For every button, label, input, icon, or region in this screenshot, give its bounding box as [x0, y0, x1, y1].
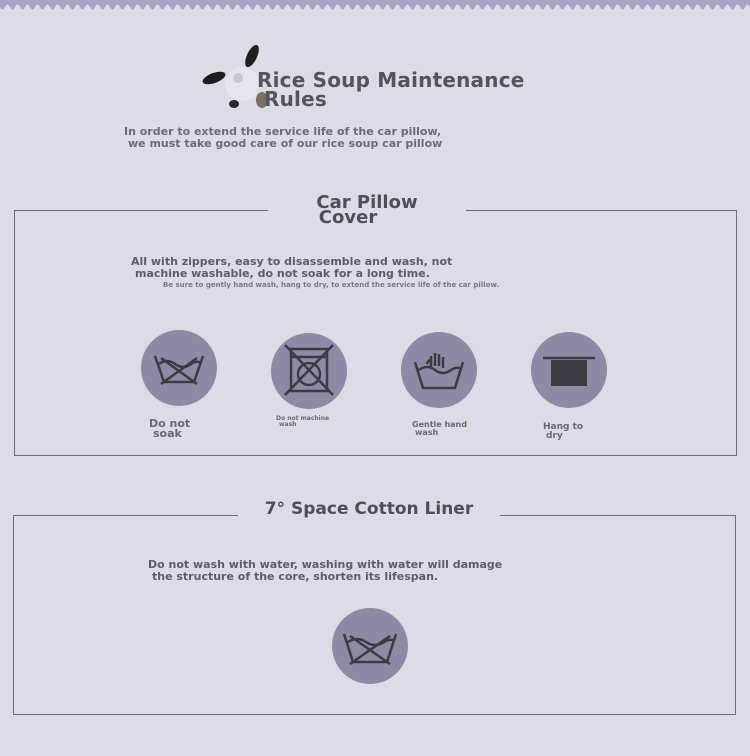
- cover-description: [131, 256, 452, 280]
- do-not-machine-wash-label: [276, 416, 329, 428]
- cover-desc-line2: machine washable, do not soak for a long time.: [135, 267, 430, 280]
- hang-to-dry-label-line2: dry: [546, 431, 563, 441]
- do-not-machine-wash-icon: [271, 333, 347, 409]
- hang-to-dry-icon: [531, 332, 607, 408]
- cover-section-title: [268, 192, 466, 229]
- cover-desc-line1: All with zippers, easy to disassemble and wash, not: [131, 255, 453, 268]
- liner-desc-line2: the structure of the core, shorten its lifespan.: [152, 570, 439, 583]
- page-title-line1: Rice Soup Maintenance: [257, 68, 525, 92]
- page-title: [257, 68, 525, 111]
- do-not-machine-wash-badge: [271, 333, 347, 409]
- cover-title-line1: Car Pillow: [316, 192, 418, 213]
- page-subtitle-line1: In order to extend the service life of the car pillow,: [124, 125, 442, 138]
- do-not-machine-wash-label-line1: Do not machine: [276, 415, 330, 422]
- liner-description: [148, 559, 502, 583]
- cover-title-line2: Cover: [318, 207, 378, 228]
- page-subtitle: [124, 126, 442, 150]
- liner-section-title: 7° Space Cotton Liner: [238, 496, 500, 526]
- do-not-soak-label-line2: soak: [153, 427, 182, 440]
- do-not-wash-badge: [332, 608, 408, 684]
- hang-to-dry-badge: [531, 332, 607, 408]
- do-not-wash-icon: [332, 608, 408, 684]
- gentle-hand-wash-label: [412, 421, 467, 437]
- cover-section-box: [14, 207, 737, 456]
- gentle-hand-wash-label-line2: wash: [415, 428, 439, 437]
- do-not-machine-wash-label-line2: wash: [279, 421, 297, 428]
- do-not-soak-icon: [141, 330, 217, 406]
- do-not-soak-label: [149, 419, 190, 439]
- gentle-hand-wash-label-line1: Gentle hand: [412, 420, 467, 429]
- do-not-soak-label-line1: Do not: [149, 417, 191, 430]
- wavy-top-border: [0, 0, 750, 14]
- page-title-line2: Rules: [264, 87, 327, 111]
- cover-note: Be sure to gently hand wash, hang to dry, to extend the service life of the car pillow.: [163, 281, 500, 289]
- gentle-hand-wash-icon: [401, 332, 477, 408]
- liner-desc-line1: Do not wash with water, washing with water will damage: [148, 558, 503, 571]
- hang-to-dry-label: [543, 423, 583, 441]
- hang-to-dry-label-line1: Hang to: [543, 422, 584, 432]
- page-subtitle-line2: we must take good care of our rice soup car pillow: [128, 137, 443, 150]
- do-not-soak-badge: [141, 330, 217, 406]
- gentle-hand-wash-badge: [401, 332, 477, 408]
